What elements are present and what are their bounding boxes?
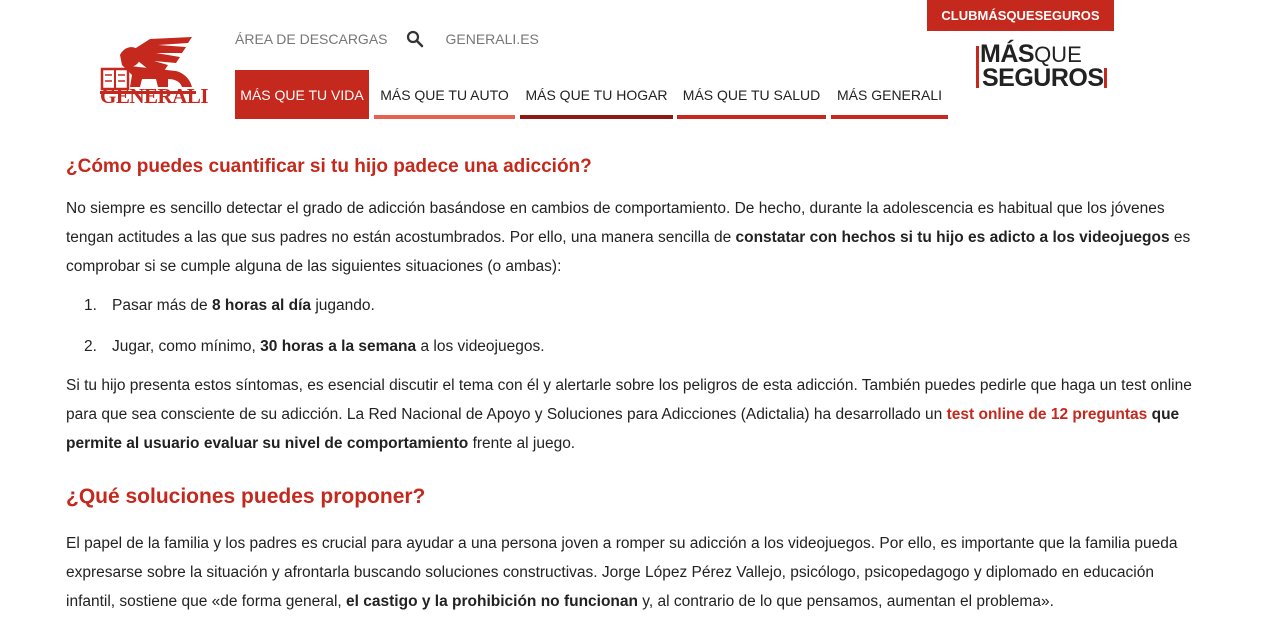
top-links xyxy=(235,30,539,48)
test-online-link[interactable]: test online de 12 preguntas xyxy=(946,406,1148,423)
tab-mas-que-tu-auto[interactable] xyxy=(374,70,515,119)
brand-line1-b: QUE xyxy=(1034,42,1082,67)
text: frente al juego. xyxy=(468,435,576,452)
tab-mas-que-tu-salud[interactable] xyxy=(677,70,826,119)
text: y, al contrario de lo que pensamos, aumentan el problema». xyxy=(638,593,1054,610)
text: Jugar, como mínimo, xyxy=(112,338,261,355)
text: Pasar más de xyxy=(112,297,212,314)
paragraph-family xyxy=(66,529,1206,616)
tab-underline xyxy=(677,115,826,119)
downloads-link[interactable]: ÁREA DE DESCARGAS xyxy=(235,31,388,47)
tab-label: MÁS GENERALI xyxy=(836,86,943,103)
tab-mas-que-tu-vida[interactable] xyxy=(235,70,369,119)
tab-underline xyxy=(831,115,948,119)
text: El papel de la familia y los padres es crucial para ayudar a una persona joven a romper su adicción a los videojuegos. Por ello, es importante que la familia pueda expresarse sobre la situación y afrontarla buscando soluciones constructivas. Jorge López Pérez Vallejo, psicólogo, psicopedagogo y diplomado en educación infantil, sostiene que «de forma general, xyxy=(66,535,1178,610)
list-number: 2. xyxy=(84,338,97,355)
mas-que-seguros-logo[interactable] xyxy=(976,40,1110,90)
tab-underline xyxy=(520,115,673,119)
logo-text: GENERALI xyxy=(100,84,209,108)
tab-label: MÁS QUE TU AUTO xyxy=(380,86,509,103)
search-icon[interactable] xyxy=(406,30,424,48)
tab-label: MÁS QUE TU VIDA xyxy=(240,86,364,103)
text: Si tu hijo presenta estos síntomas, es esencial discutir el tema con él y alertarle sobre los peligros de esta adicción. También puedes pedirle que haga un test online para que sea consciente de su adicción. La Red Nacional de Apoyo y Soluciones para Adicciones (Adictalia) ha desarrollado un xyxy=(66,377,1192,423)
bold-text: constatar con hechos si tu hijo es adicto a los videojuegos xyxy=(735,229,1170,246)
list-item xyxy=(84,297,375,315)
tab-mas-que-tu-hogar[interactable] xyxy=(520,70,673,119)
bold-text: que permite al usuario evaluar su nivel de comportamiento xyxy=(66,406,1180,452)
text: jugando. xyxy=(311,297,375,314)
section-heading-quantify: ¿Cómo puedes cuantificar si tu hijo padece una adicción? xyxy=(66,156,592,177)
club-button[interactable]: CLUBMÁSQUESEGUROS xyxy=(927,0,1114,31)
list-item xyxy=(84,338,545,356)
paragraph-symptoms xyxy=(66,371,1206,458)
tab-mas-generali[interactable] xyxy=(831,70,948,119)
bold-text: 30 horas a la semana xyxy=(260,338,417,355)
generali-es-link[interactable]: GENERALI.ES xyxy=(445,31,539,47)
paragraph-intro xyxy=(66,194,1206,281)
tab-label: MÁS QUE TU HOGAR xyxy=(525,86,668,103)
text: es comprobar si se cumple alguna de las siguientes situaciones (o ambas): xyxy=(66,229,1191,275)
text: No siempre es sencillo detectar el grado de adicción basándose en cambios de comportamiento. De hecho, durante la adolescencia es habitual que los jóvenes tengan actitudes a las que sus padres no están acostumbrados. Por ello, una manera sencilla de xyxy=(66,200,1165,246)
text: a los videojuegos. xyxy=(416,338,545,355)
bold-text: 8 horas al día xyxy=(211,297,312,314)
list-number: 1. xyxy=(84,297,97,314)
tab-underline xyxy=(374,115,515,119)
bold-text: el castigo y la prohibición no funcionan xyxy=(346,593,638,610)
tab-label: MÁS QUE TU SALUD xyxy=(682,86,821,103)
brand-line1-a: MÁS xyxy=(980,40,1035,68)
brand-line2: SEGUROS xyxy=(982,64,1104,92)
section-heading-solutions: ¿Qué soluciones puedes proponer? xyxy=(66,485,426,508)
